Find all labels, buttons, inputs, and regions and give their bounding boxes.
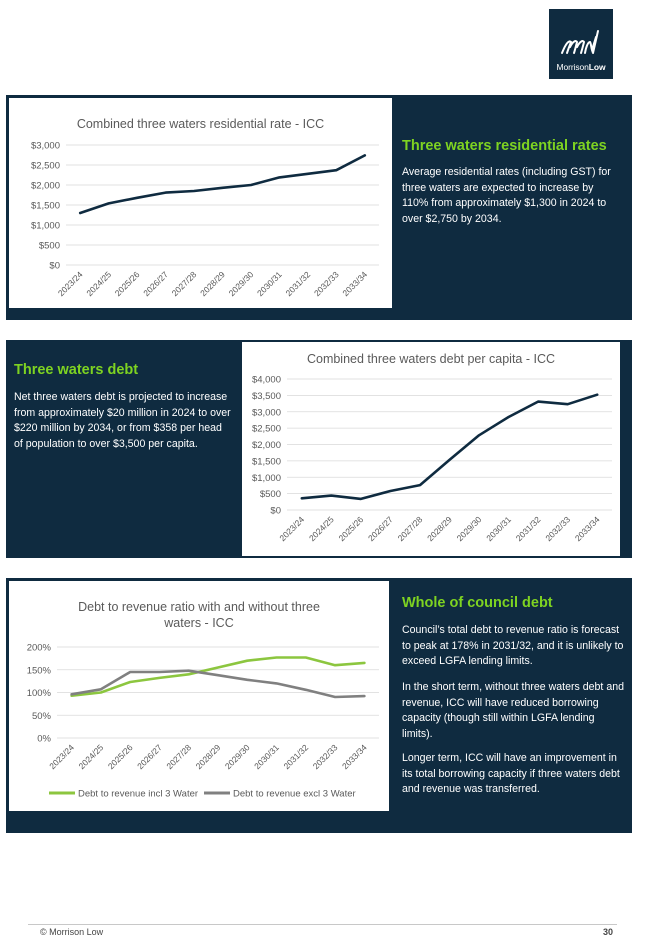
footer-divider: [28, 924, 617, 925]
section-paragraph: Longer term, ICC will have an improvement in its total borrowing capacity if three waters debt and revenue was transferred.: [402, 752, 620, 796]
y-tick-label: $1,000: [251, 472, 281, 484]
x-tick-label: 2026/27: [135, 742, 164, 772]
x-tick-label: 2031/32: [283, 269, 313, 299]
residential-rate-chart: [9, 98, 392, 308]
x-tick-label: 2032/33: [543, 514, 573, 544]
legend-label: Debt to revenue excl 3 Water: [233, 788, 356, 800]
series-line: [302, 395, 597, 499]
y-tick-label: $0: [49, 260, 60, 272]
x-tick-label: 2023/24: [277, 514, 307, 544]
x-tick-label: 2026/27: [366, 514, 395, 544]
page-number: 30: [602, 927, 613, 935]
y-tick-label: $3,500: [251, 390, 281, 402]
x-tick-label: 2023/24: [47, 742, 77, 772]
y-tick-label: $3,000: [30, 140, 60, 152]
section-heading: Three waters debt: [14, 362, 139, 378]
x-tick-label: 2030/31: [252, 742, 281, 772]
y-tick-label: $500: [38, 240, 60, 252]
whole-council-debt-panel: [6, 578, 632, 833]
logo-text-regular: Morrison: [556, 62, 589, 72]
x-tick-label: 2024/25: [84, 269, 114, 299]
y-tick-label: $2,000: [30, 180, 60, 192]
x-tick-label: 2030/31: [484, 514, 514, 544]
x-tick-label: 2032/33: [311, 269, 341, 299]
morrison-low-logo: [549, 9, 613, 79]
y-tick-label: $0: [270, 505, 281, 517]
section-paragraph: In the short term, without three waters debt and revenue, ICC will have reduced borrowing capacity (though still within LGFA lending limits).: [402, 681, 624, 741]
y-tick-label: $4,000: [251, 374, 281, 386]
x-tick-label: 2024/25: [76, 742, 106, 772]
x-tick-label: 2027/28: [164, 742, 194, 772]
logo-mark-icon: [549, 9, 613, 61]
y-tick-label: $1,500: [251, 456, 281, 468]
series-line: [72, 671, 365, 697]
y-tick-label: $1,000: [30, 220, 60, 232]
footer-copyright: © Morrison Low: [40, 927, 104, 935]
x-tick-label: 2031/32: [281, 742, 311, 772]
x-tick-label: 2033/34: [572, 514, 602, 544]
x-tick-label: 2033/34: [339, 742, 369, 772]
legend-label: Debt to revenue incl 3 Water: [78, 788, 199, 800]
y-tick-label: 0%: [37, 733, 51, 745]
y-tick-label: $2,500: [251, 423, 281, 435]
y-tick-label: $500: [259, 489, 281, 501]
chart-title: Debt to revenue ratio with and without three waters - ICC: [78, 600, 320, 630]
section-paragraph: Average residential rates (including GST) for three waters are expected to increase by 110% from approximately $1,300 in 2024 to over $2,750 by 2034.: [402, 166, 611, 226]
x-tick-label: 2033/34: [340, 269, 370, 299]
x-tick-label: 2026/27: [141, 269, 171, 299]
section-paragraph: Net three waters debt is projected to increase from approximately $20 million in 2024 to over $220 million by 2034, or from $358 per head of population to over $3,500 per capita.: [14, 391, 231, 451]
x-tick-label: 2024/25: [306, 514, 336, 544]
chart-title: Combined three waters debt per capita - ICC: [306, 352, 556, 366]
x-tick-label: 2028/29: [193, 742, 223, 772]
y-tick-label: 50%: [31, 710, 51, 722]
section-heading: Three waters residential rates: [402, 138, 607, 154]
three-waters-debt-panel: [6, 340, 632, 558]
x-tick-label: 2029/30: [222, 742, 252, 772]
y-tick-label: 150%: [26, 665, 51, 677]
y-tick-label: 100%: [26, 688, 51, 699]
x-tick-label: 2025/26: [112, 269, 142, 299]
chart-svg: [9, 581, 389, 811]
debt-per-capita-chart: [242, 342, 620, 556]
y-tick-label: $2,500: [30, 160, 60, 172]
x-tick-label: 2027/28: [169, 269, 199, 299]
section-heading: Whole of council debt: [402, 595, 553, 611]
x-tick-label: 2023/24: [55, 269, 85, 299]
y-tick-label: $1,500: [30, 200, 60, 212]
series-line: [80, 155, 365, 213]
x-tick-label: 2028/29: [425, 514, 454, 544]
x-tick-label: 2029/30: [454, 514, 484, 544]
chart-svg: [242, 342, 620, 556]
y-tick-label: 200%: [26, 642, 51, 654]
x-tick-label: 2027/28: [395, 514, 425, 544]
y-tick-label: $2,000: [251, 440, 281, 451]
x-tick-label: 2029/30: [226, 269, 256, 299]
x-tick-label: 2031/32: [513, 514, 543, 544]
section-paragraph: Council’s total debt to revenue ratio is forecast to peak at 178% in 2031/32, and it is unlikely to exceed LGFA lending limits.: [402, 624, 624, 668]
debt-to-revenue-chart: [9, 581, 389, 811]
chart-svg: [9, 98, 392, 308]
x-tick-label: 2025/26: [336, 514, 366, 544]
x-tick-label: 2028/29: [198, 269, 227, 299]
y-tick-label: $3,000: [251, 407, 281, 419]
chart-title: Combined three waters residential rate - ICC: [76, 117, 325, 131]
residential-rates-panel: [6, 95, 632, 320]
series-line: [72, 658, 365, 696]
logo-text-bold: Low: [588, 62, 606, 72]
x-tick-label: 2025/26: [105, 742, 135, 772]
x-tick-label: 2030/31: [255, 269, 284, 299]
x-tick-label: 2032/33: [310, 742, 340, 772]
